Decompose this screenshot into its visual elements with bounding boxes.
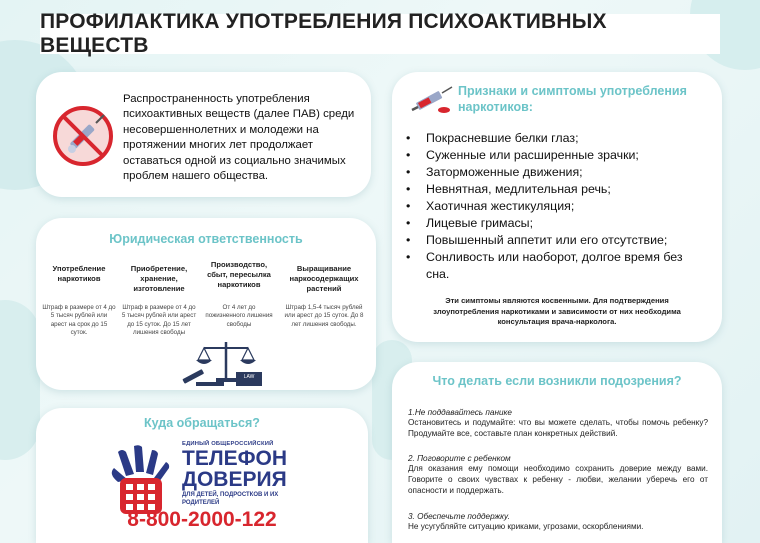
list-item: • Покрасневшие белки глаз; [398, 130, 698, 147]
signs-card [392, 72, 722, 342]
list-item: • Лицевые гримасы; [398, 215, 698, 232]
list-item: • Сонливость или наоборот, долгое время без сна. [398, 249, 698, 283]
signs-heading: Признаки и симптомы употребления наркотиков: [458, 84, 687, 114]
intro-card [36, 72, 371, 197]
step-1 [408, 408, 708, 439]
legal-col-text: Штраф в размере от 4 до 5 тысяч рублей или арест до 15 суток. До 15 лет лишения свободы [121, 304, 197, 337]
signs-list [398, 130, 698, 283]
step-title: 2. Поговорите с ребенком [408, 454, 511, 463]
law-book-label: LAW [243, 374, 255, 380]
legal-col-text: От 4 лет до пожизненного лишения свободы [205, 304, 273, 328]
no-drugs-icon [52, 105, 114, 167]
legal-col-title: Приобретение, хранение, изготовление [130, 264, 188, 293]
step-title: 1.Не поддавайтесь панике [408, 408, 512, 417]
syringe-icon [408, 82, 456, 118]
audience-line: ДЛЯ ДЕТЕЙ, ПОДРОСТКОВ И ИХ РОДИТЕЛЕЙ [182, 492, 279, 506]
legal-col-text: Штраф 1,5-4 тысяч рублей или арест до 15 суток. До 8 лет лишения свободы. [284, 304, 364, 328]
list-item: • Суженные или расширенные зрачки; [398, 147, 698, 164]
hand-logo-icon [106, 444, 176, 516]
legal-col-title: Производство, сбыт, пересылка наркотиков [207, 260, 271, 289]
legal-card [36, 218, 376, 390]
list-item: • Заторможенные движения; [398, 164, 698, 181]
phone-number: 8-800-2000-122 [127, 508, 277, 531]
phone-title-1: ТЕЛЕФОН [182, 447, 287, 470]
phone-title-2: ДОВЕРИЯ [182, 468, 287, 491]
legal-col-2 [120, 264, 198, 337]
legal-col-title: Выращивание наркосодержащих растений [289, 264, 359, 293]
intro-text: Распространенность употребления психоактивных веществ (далее ПАВ) среди несовершеннолетних и молодежи на протяжении многих лет продолжает оставаться одной из социально значимых проблем нашего общества. [123, 93, 355, 183]
signs-note: Эти симптомы являются косвенными. Для подтверждения злоупотребления наркотиками и зависимости от них необходима консультация врача-нарколога. [433, 296, 681, 326]
step-3 [408, 512, 708, 532]
step-title: 3. Обеспечьте поддержку. [408, 512, 510, 521]
legal-col-3 [202, 260, 276, 329]
where-heading: Куда обращаться? [144, 416, 260, 430]
list-item: • Невнятная, медлительная речь; [398, 181, 698, 198]
legal-col-title: Употребление наркотиков [52, 264, 106, 283]
legal-col-1 [42, 264, 116, 337]
legal-col-4 [282, 264, 366, 329]
step-text: Не усугубляйте ситуацию криками, угрозами, оскорблениями. [408, 522, 644, 531]
scales-gavel-icon [176, 338, 276, 388]
legal-col-text: Штраф в размере от 4 до 5 тысяч рублей или арест на срок до 15 суток. [42, 304, 116, 337]
step-text: Для оказания ему помощи необходимо сохранить доверие между вами. Говорите о своих чувствах к ребенку - любви, желании уберечь его от опасности и поддержать. [408, 464, 708, 495]
where-card [36, 408, 368, 543]
service-line: ЕДИНЫЙ ОБЩЕРОССИЙСКИЙ [182, 441, 274, 447]
suspicions-card [392, 362, 722, 543]
step-2 [408, 454, 708, 496]
list-item: • Хаотичная жестикуляция; [398, 198, 698, 215]
suspicions-heading: Что делать если возникли подозрения? [432, 374, 682, 388]
step-text: Остановитесь и подумайте: что вы можете сделать, чтобы помочь ребенку? Продумайте все, составьте план конкретных действий. [408, 418, 708, 438]
bg-pill [0, 300, 40, 460]
page-title: ПРОФИЛАКТИКА УПОТРЕБЛЕНИЯ ПСИХОАКТИВНЫХ ВЕЩЕСТВ [40, 14, 720, 54]
legal-heading: Юридическая ответственность [109, 232, 303, 246]
list-item: • Повышенный аппетит или его отсутствие; [398, 232, 698, 249]
